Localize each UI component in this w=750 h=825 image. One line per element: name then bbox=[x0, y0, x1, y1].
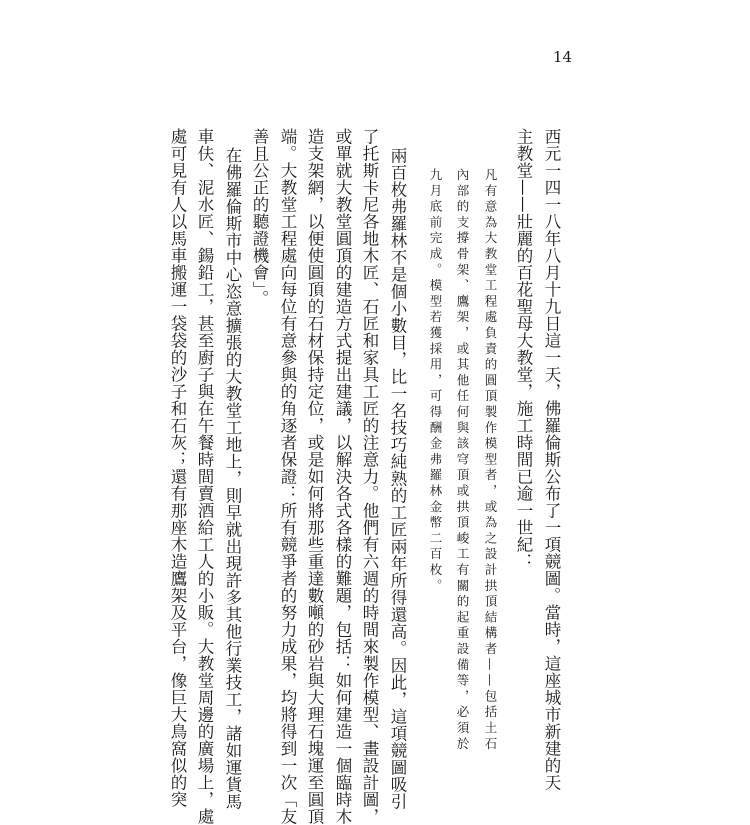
text-column: 善且公正的聽證機會」。 bbox=[250, 128, 269, 307]
text-column: 兩百枚弗羅林不是個小數目，比一名技巧純熟的工匠兩年所得還高。因此，這項競圖吸引 bbox=[388, 147, 407, 810]
quote-column: 凡有意為大教堂工程處負責的圓頂製作模型者，或為之設計拱頂結構者——包括土石 bbox=[483, 168, 498, 753]
quote-column: 九月底前完成。模型若獲採用，可得酬金弗羅林金幣二百枚。 bbox=[428, 168, 443, 595]
text-column: 了托斯卡尼各地木匠、石匠和家具工匠的注意力。他們有六週的時間來製作模型、畫設計圖， bbox=[360, 128, 379, 825]
text-column: 造支架網，以便使圓頂的石材保持定位，或是如何將那些重達數噸的砂岩與大理石塊運至圓頂 bbox=[305, 128, 324, 825]
text-column: 處可見有人以馬車搬運一袋袋的沙子和石灰；還有那座木造鷹架及平台，像巨大鳥窩似的突 bbox=[168, 128, 187, 808]
text-column: 端。大教堂工程處向每位有意參與的角逐者保證：所有競爭者的努力成果，均將得到一次「友 bbox=[278, 128, 297, 825]
page-number: 14 bbox=[553, 48, 573, 66]
text-column: 主教堂——壯麗的百花聖母大教堂，施工時間已逾一世紀： bbox=[514, 128, 533, 570]
quote-column: 內部的支撐骨架、鷹架，或其他任何與該穹頂或拱頂峻工有關的起重設備等，必須於 bbox=[455, 168, 470, 753]
text-column: 車伕、泥水匠、鍚鉛工，甚至廚子與在午餐時間賣酒給工人的小販。大教堂周邊的廣場上，處 bbox=[195, 128, 214, 825]
text-column: 或單就大教堂圓頂的建造方式提出建議，以解決各式各樣的難題，包括：如何建造一個臨時木 bbox=[333, 128, 352, 825]
text-column: 在佛羅倫斯市中心恣意擴張的大教堂工地上，則早就出現許多其他行業技工，諸如運貨馬 bbox=[223, 147, 242, 810]
text-column: 西元一四一八年八月十九日這一天，佛羅倫斯公布了一項競圖。當時，這座城市新建的天 bbox=[542, 128, 561, 791]
